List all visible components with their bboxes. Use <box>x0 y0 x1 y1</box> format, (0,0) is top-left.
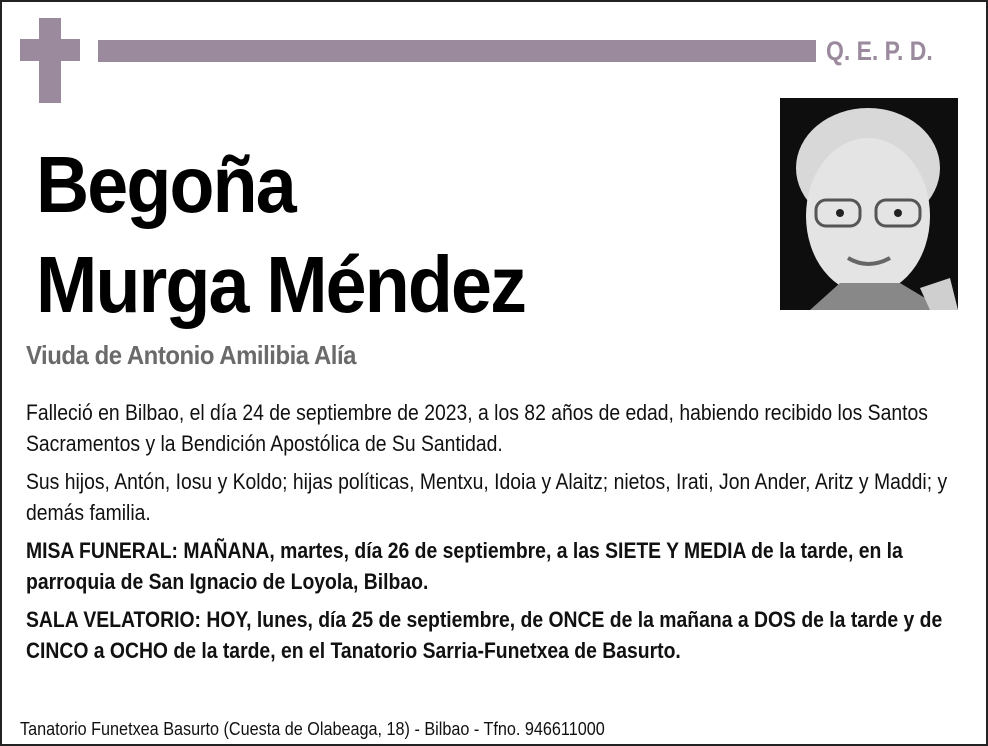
funeral-mass-paragraph: MISA FUNERAL: MAÑANA, martes, día 26 de septiembre, a las SIETE Y MEDIA de la tarde, en la parroquia de San Ignacio de Loyola, Bilbao. <box>26 538 903 594</box>
wake-paragraph: SALA VELATORIO: HOY, lunes, día 25 de septiembre, de ONCE de la mañana a DOS de la tarde y de CINCO a OCHO de la tarde, en el Tanatorio Sarria-Funetxea de Basurto. <box>26 607 943 663</box>
surnames: Murga Méndez <box>36 240 526 329</box>
portrait-image-icon <box>780 98 958 310</box>
portrait-photo <box>780 98 958 310</box>
header-rule <box>98 40 816 62</box>
first-name: Begoña <box>36 140 295 229</box>
obituary-body <box>26 397 950 673</box>
death-paragraph: Falleció en Bilbao, el día 24 de septiembre de 2023, a los 82 años de edad, habiendo recibido los Santos Sacramentos y la Bendición Apostólica de Su Santidad. <box>26 400 928 456</box>
widow-of: Viuda de Antonio Amilibia Alía <box>26 340 356 370</box>
funeral-home-footer: Tanatorio Funetxea Basurto (Cuesta de Olabeaga, 18) - Bilbao - Tfno. 946611000 <box>20 719 605 739</box>
deceased-name <box>36 135 525 335</box>
family-paragraph: Sus hijos, Antón, Iosu y Koldo; hijas políticas, Mentxu, Idoia y Alaitz; nietos, Irati, Jon Ander, Aritz y Maddi; y demás familia. <box>26 469 948 525</box>
qepd-label: Q. E. P. D. <box>826 36 933 66</box>
cross-icon-horizontal <box>20 39 80 61</box>
